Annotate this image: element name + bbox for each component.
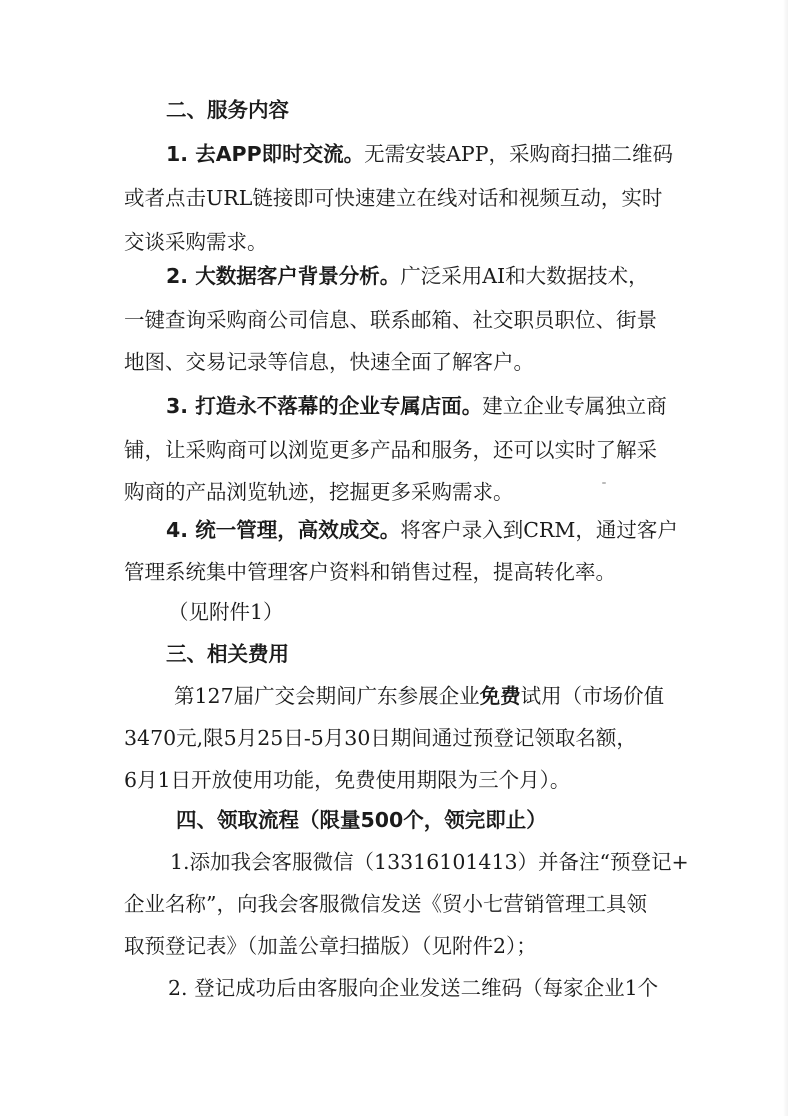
service-item-4-line-1: 4. 统一管理，高效成交。将客户录入到CRM，通过客户	[166, 518, 678, 542]
fees-free-emphasis: 免费	[479, 684, 521, 708]
service-item-1-line-3: 交谈采购需求。	[124, 230, 268, 254]
section-heading-fees: 三、相关费用	[166, 642, 289, 666]
service-item-4-line-2: 管理系统集中管理客户资料和销售过程，提高转化率。	[124, 560, 616, 584]
fees-line-3: 6月1日开放使用功能，免费使用期限为三个月）。	[124, 768, 571, 792]
service-item-1-line-1: 1. 去APP即时交流。无需安装APP，采购商扫描二维码	[166, 142, 673, 166]
service-item-3-line-2: 铺，让采购商可以浏览更多产品和服务，还可以实时了解采	[124, 438, 657, 462]
service-item-2-line-3: 地图、交易记录等信息，快速全面了解客户。	[124, 350, 534, 374]
scan-speck	[602, 482, 606, 484]
scan-edge-shadow	[783, 0, 788, 1116]
service-item-4-lead: 4. 统一管理，高效成交。	[166, 518, 401, 542]
service-item-3-lead: 3. 打造永不落幕的企业专属店面。	[166, 394, 483, 418]
service-item-2-lead: 2. 大数据客户背景分析。	[166, 264, 401, 288]
process-step-1-line-3: 取预登记表》（加盖公章扫描版）（见附件2）；	[124, 934, 537, 958]
service-item-1-line-2: 或者点击URL链接即可快速建立在线对话和视频互动，实时	[124, 186, 663, 210]
section-heading-process: 四、领取流程（限量500个，领完即止）	[176, 808, 547, 832]
attachment-note-1: （见附件1）	[168, 600, 284, 624]
service-item-1-lead: 1. 去APP即时交流。	[166, 142, 365, 166]
process-step-1-line-2: 企业名称”，向我会客服微信发送《贸小七营销管理工具领	[124, 892, 647, 916]
service-item-2-line-2: 一键查询采购商公司信息、联系邮箱、社交职员职位、街景	[124, 308, 657, 332]
process-step-2-line-1: 2. 登记成功后由客服向企业发送二维码（每家企业1个	[168, 976, 659, 1000]
service-item-3-line-3: 购商的产品浏览轨迹，挖掘更多采购需求。	[124, 480, 514, 504]
process-step-1-line-1: 1.添加我会客服微信（13316101413）并备注“预登记+	[170, 850, 689, 874]
fees-line-1: 第127届广交会期间广东参展企业免费试用（市场价值	[174, 684, 665, 708]
service-item-3-line-1: 3. 打造永不落幕的企业专属店面。建立企业专属独立商	[166, 394, 667, 418]
service-item-2-line-1: 2. 大数据客户背景分析。广泛采用AI和大数据技术，	[166, 264, 649, 288]
section-heading-services: 二、服务内容	[166, 98, 289, 122]
fees-line-2: 3470元,限5月25日-5月30日期间通过预登记领取名额，	[124, 726, 637, 750]
